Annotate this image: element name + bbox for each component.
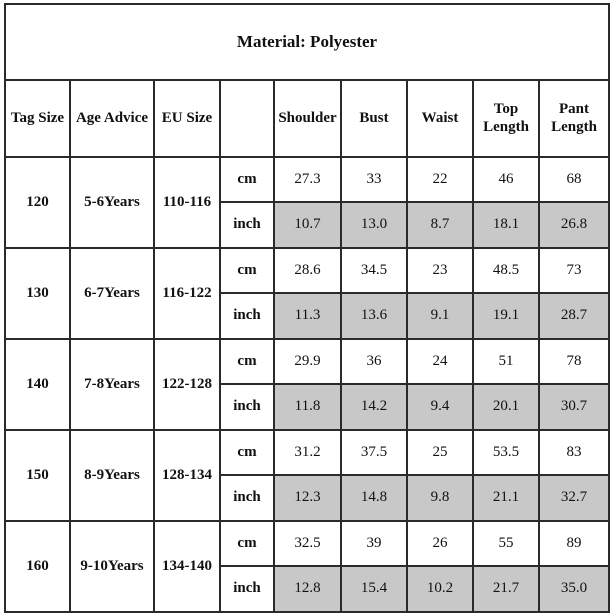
unit-inch-label: inch — [220, 384, 274, 430]
table-row-cm — [5, 248, 609, 293]
title-row — [5, 4, 609, 80]
eu-size-cell: 122-128 — [154, 339, 220, 430]
pant-length-cm-cell: 68 — [539, 157, 609, 202]
top-length-cm-cell: 48.5 — [473, 248, 539, 293]
unit-cm-label: cm — [220, 339, 274, 384]
header-age-advice: Age Advice — [70, 80, 154, 157]
top-length-cm-cell: 46 — [473, 157, 539, 202]
top-length-inch-cell: 18.1 — [473, 202, 539, 248]
bust-inch-cell: 14.2 — [341, 384, 407, 430]
pant-length-cm-cell: 83 — [539, 430, 609, 475]
unit-cm-label: cm — [220, 157, 274, 202]
shoulder-inch-cell: 11.8 — [274, 384, 341, 430]
pant-length-cm-cell: 78 — [539, 339, 609, 384]
header-waist: Waist — [407, 80, 473, 157]
waist-inch-cell: 9.1 — [407, 293, 473, 339]
bust-inch-cell: 15.4 — [341, 566, 407, 612]
shoulder-cm-cell: 27.3 — [274, 157, 341, 202]
unit-cm-label: cm — [220, 430, 274, 475]
waist-inch-cell: 10.2 — [407, 566, 473, 612]
waist-inch-cell: 9.8 — [407, 475, 473, 521]
header-top-length-line2: Length — [483, 118, 529, 135]
pant-length-inch-cell: 32.7 — [539, 475, 609, 521]
unit-inch-label: inch — [220, 475, 274, 521]
pant-length-inch-cell: 30.7 — [539, 384, 609, 430]
table-row-cm — [5, 339, 609, 384]
bust-cm-cell: 39 — [341, 521, 407, 566]
size-chart — [4, 3, 608, 607]
shoulder-cm-cell: 28.6 — [274, 248, 341, 293]
waist-cm-cell: 25 — [407, 430, 473, 475]
age-advice-cell: 6-7Years — [70, 248, 154, 339]
unit-inch-label: inch — [220, 566, 274, 612]
pant-length-inch-cell: 28.7 — [539, 293, 609, 339]
top-length-inch-cell: 19.1 — [473, 293, 539, 339]
header-top-length — [473, 80, 539, 157]
eu-size-cell: 134-140 — [154, 521, 220, 612]
table-row-cm — [5, 157, 609, 202]
shoulder-cm-cell: 32.5 — [274, 521, 341, 566]
pant-length-inch-cell: 35.0 — [539, 566, 609, 612]
bust-cm-cell: 34.5 — [341, 248, 407, 293]
bust-cm-cell: 37.5 — [341, 430, 407, 475]
shoulder-cm-cell: 31.2 — [274, 430, 341, 475]
age-advice-cell: 7-8Years — [70, 339, 154, 430]
top-length-cm-cell: 55 — [473, 521, 539, 566]
bust-inch-cell: 13.6 — [341, 293, 407, 339]
header-tag-size: Tag Size — [5, 80, 70, 157]
header-pant-length — [539, 80, 609, 157]
bust-inch-cell: 13.0 — [341, 202, 407, 248]
age-advice-cell: 8-9Years — [70, 430, 154, 521]
bust-cm-cell: 36 — [341, 339, 407, 384]
header-row — [5, 80, 609, 157]
bust-inch-cell: 14.8 — [341, 475, 407, 521]
table-row-cm — [5, 430, 609, 475]
header-eu-size: EU Size — [154, 80, 220, 157]
waist-cm-cell: 23 — [407, 248, 473, 293]
header-pant-length-line1: Pant — [559, 101, 589, 118]
tag-size-cell: 120 — [5, 157, 70, 248]
tag-size-cell: 150 — [5, 430, 70, 521]
top-length-inch-cell: 21.7 — [473, 566, 539, 612]
waist-inch-cell: 9.4 — [407, 384, 473, 430]
pant-length-inch-cell: 26.8 — [539, 202, 609, 248]
shoulder-inch-cell: 12.3 — [274, 475, 341, 521]
shoulder-inch-cell: 10.7 — [274, 202, 341, 248]
bust-cm-cell: 33 — [341, 157, 407, 202]
header-top-length-line1: Top — [493, 101, 519, 118]
tag-size-cell: 160 — [5, 521, 70, 612]
top-length-cm-cell: 51 — [473, 339, 539, 384]
table-title: Material: Polyester — [5, 4, 609, 80]
header-bust: Bust — [341, 80, 407, 157]
waist-cm-cell: 22 — [407, 157, 473, 202]
shoulder-cm-cell: 29.9 — [274, 339, 341, 384]
unit-inch-label: inch — [220, 293, 274, 339]
tag-size-cell: 140 — [5, 339, 70, 430]
table-row-cm — [5, 521, 609, 566]
pant-length-cm-cell: 89 — [539, 521, 609, 566]
waist-cm-cell: 26 — [407, 521, 473, 566]
shoulder-inch-cell: 12.8 — [274, 566, 341, 612]
unit-cm-label: cm — [220, 521, 274, 566]
waist-cm-cell: 24 — [407, 339, 473, 384]
unit-cm-label: cm — [220, 248, 274, 293]
eu-size-cell: 116-122 — [154, 248, 220, 339]
pant-length-cm-cell: 73 — [539, 248, 609, 293]
header-unit — [220, 80, 274, 157]
eu-size-cell: 128-134 — [154, 430, 220, 521]
eu-size-cell: 110-116 — [154, 157, 220, 248]
header-shoulder: Shoulder — [274, 80, 341, 157]
waist-inch-cell: 8.7 — [407, 202, 473, 248]
top-length-inch-cell: 21.1 — [473, 475, 539, 521]
top-length-cm-cell: 53.5 — [473, 430, 539, 475]
top-length-inch-cell: 20.1 — [473, 384, 539, 430]
header-pant-length-line2: Length — [551, 118, 597, 135]
age-advice-cell: 5-6Years — [70, 157, 154, 248]
age-advice-cell: 9-10Years — [70, 521, 154, 612]
tag-size-cell: 130 — [5, 248, 70, 339]
shoulder-inch-cell: 11.3 — [274, 293, 341, 339]
unit-inch-label: inch — [220, 202, 274, 248]
size-table — [4, 3, 610, 613]
